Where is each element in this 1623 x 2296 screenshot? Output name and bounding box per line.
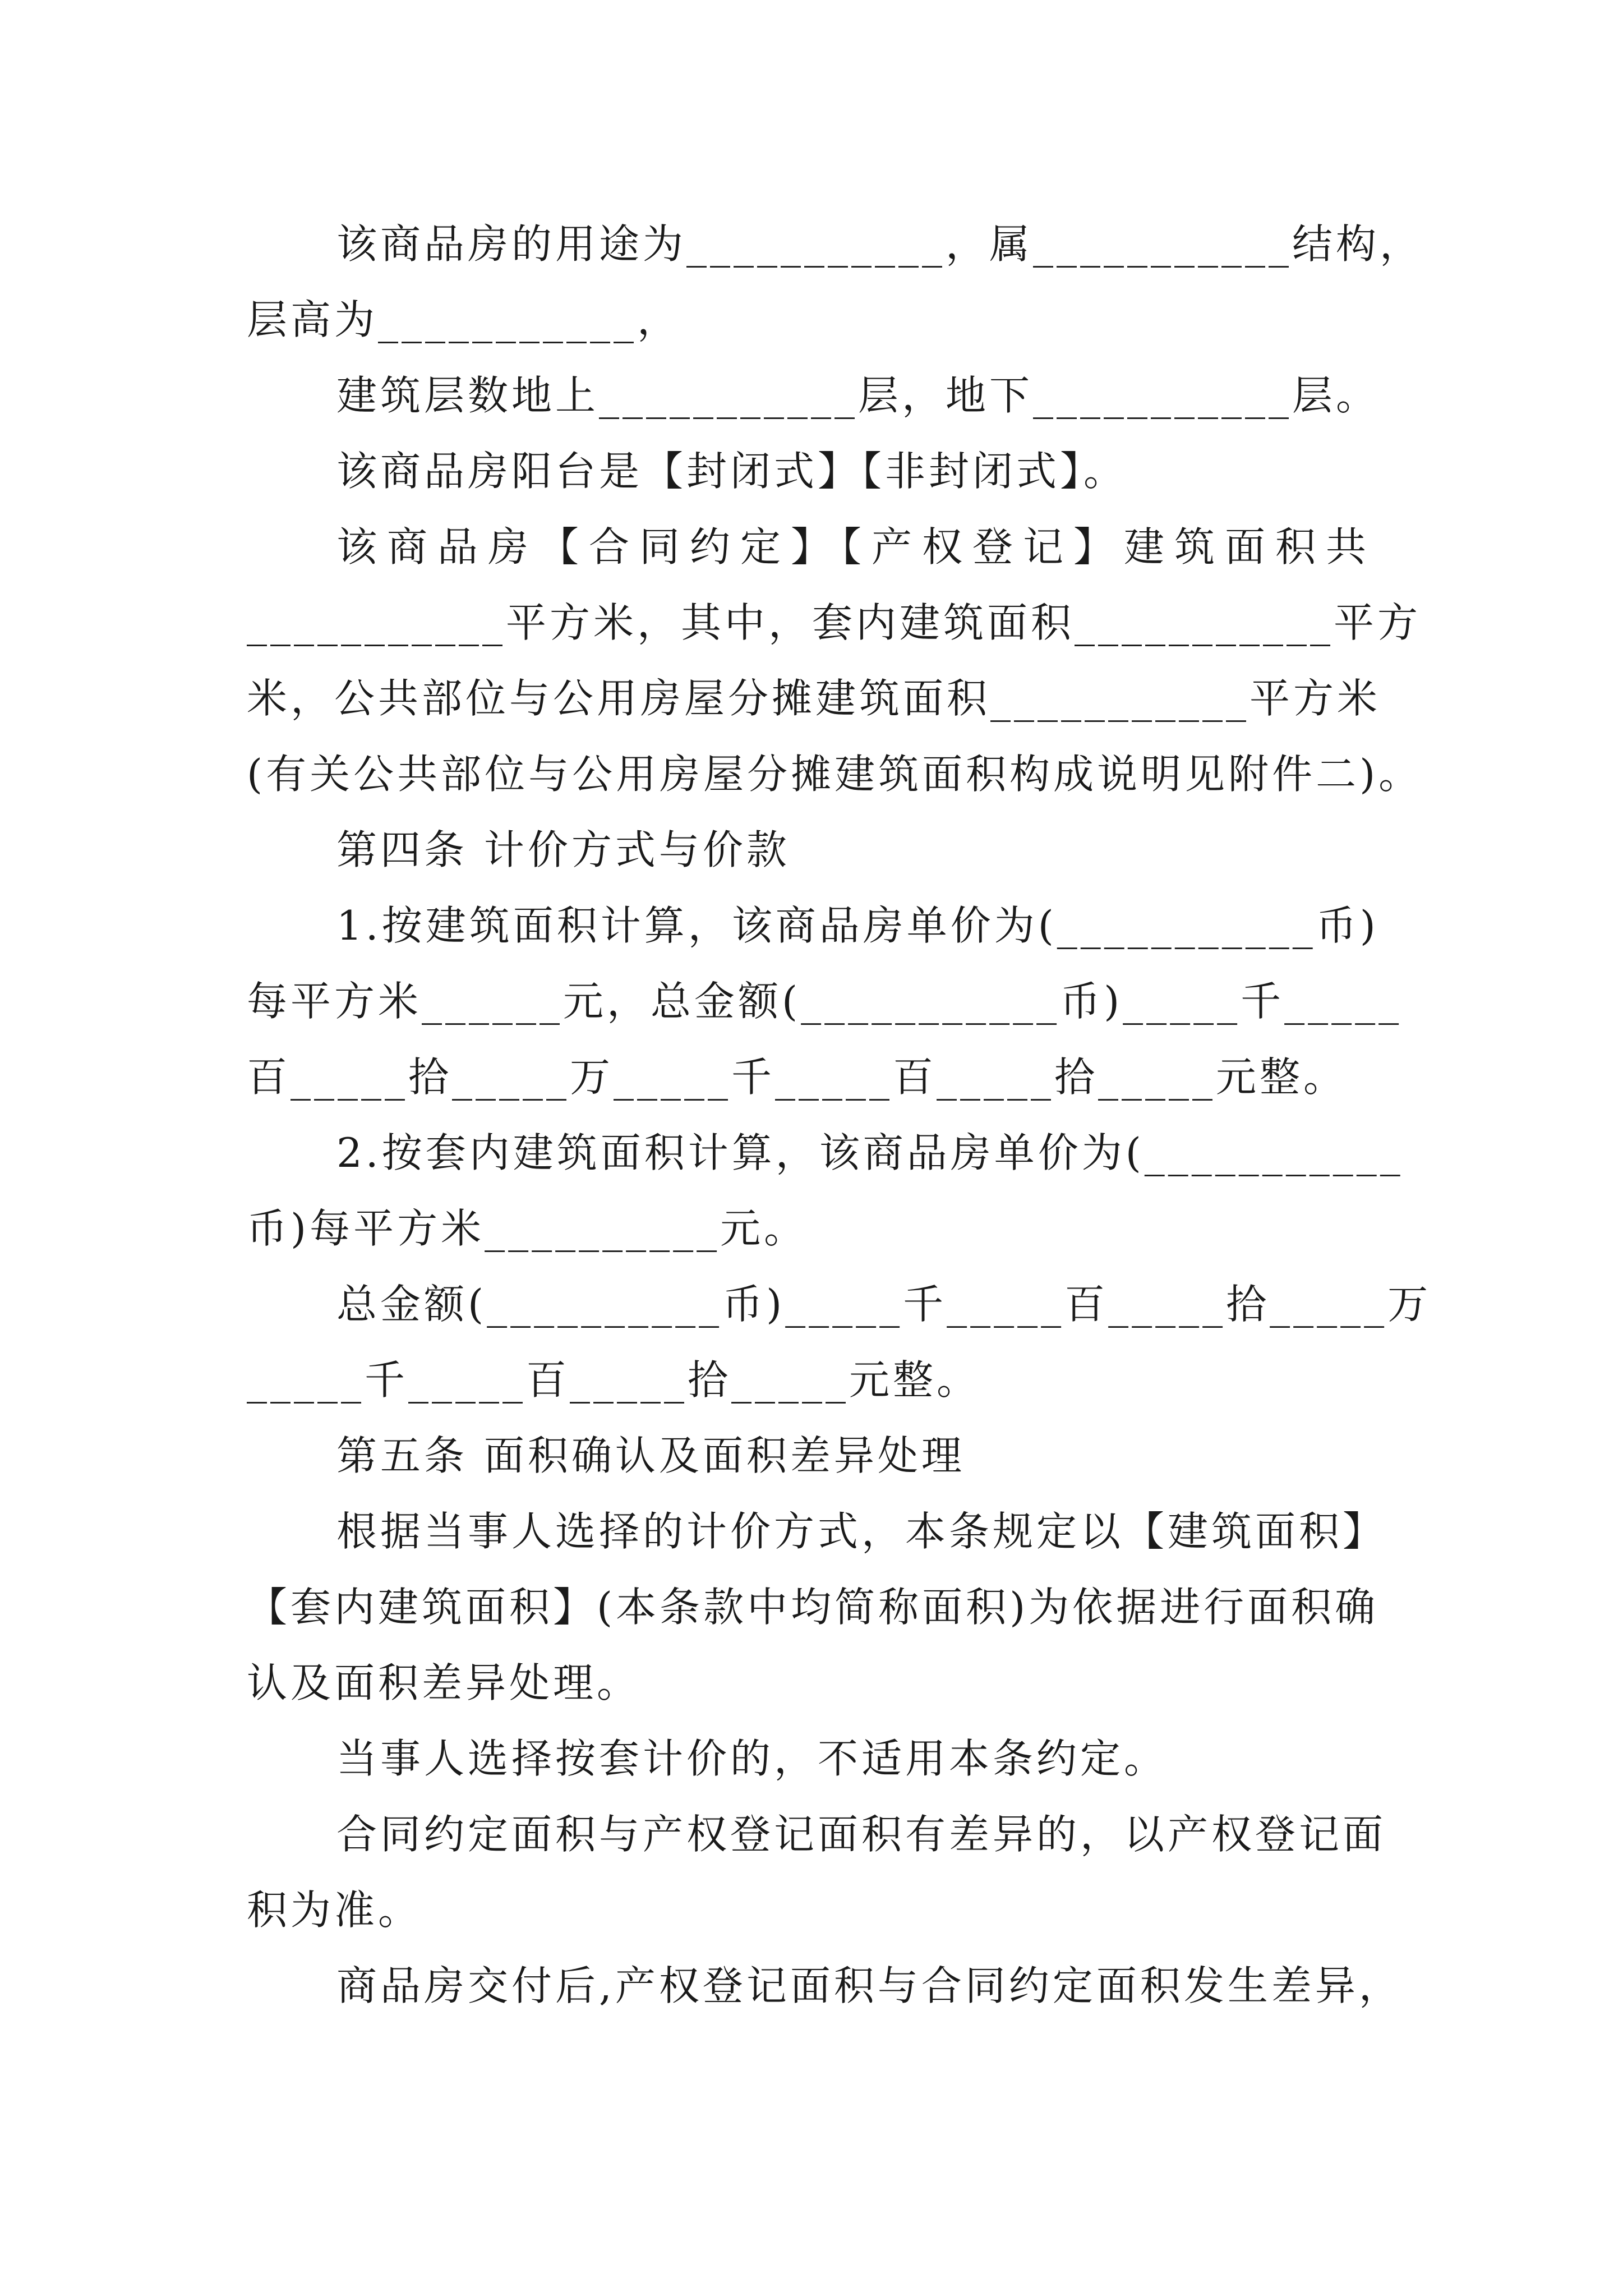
text-line-area-total: 该商品房【合同约定】【产权登记】建筑面积共 xyxy=(336,523,1377,570)
text-line-area-basis-end: 认及面积差异处理。 xyxy=(247,1659,641,1706)
text-line-balcony: 该商品房阳台是【封闭式】【非封闭式】。 xyxy=(336,448,1128,495)
text-line-registered-area-rule-cont: 积为准。 xyxy=(247,1887,422,1934)
text-line-price-inner-area: 2.按套内建筑面积计算，该商品房单价为(___________ xyxy=(336,1129,1404,1176)
text-line-area-inner: ___________平方米，其中，套内建筑面积___________平方 xyxy=(247,599,1422,646)
text-line-inner-total: 总金额(__________币)_____千_____百_____拾_____万 xyxy=(336,1281,1432,1328)
text-line-floor-height: 层高为___________， xyxy=(247,296,681,343)
text-line-inner-unit-price: 币)每平方米__________元。 xyxy=(247,1205,808,1252)
text-line-area-basis-cont: 【套内建筑面积】(本条款中均简称面积)为依据进行面积确 xyxy=(247,1584,1379,1631)
section-heading-article-4: 第四条 计价方式与价款 xyxy=(336,826,790,873)
text-line-usage: 该商品房的用途为___________，属___________结构， xyxy=(336,220,1424,268)
section-heading-article-5: 第五条 面积确认及面积差异处理 xyxy=(336,1432,965,1479)
text-line-price-building-area: 1.按建筑面积计算，该商品房单价为(___________币) xyxy=(336,902,1379,949)
text-line-post-delivery-difference: 商品房交付后,产权登记面积与合同约定面积发生差异， xyxy=(336,1962,1403,2009)
text-line-per-unit-exception: 当事人选择按套计价的，不适用本条约定。 xyxy=(336,1735,1168,1782)
text-line-area-basis: 根据当事人选择的计价方式，本条规定以【建筑面积】 xyxy=(336,1508,1387,1555)
text-line-registered-area-rule: 合同约定面积与产权登记面积有差异的，以产权登记面 xyxy=(336,1811,1387,1858)
text-line-unit-price-total: 每平方米______元，总金额(___________币)_____千_____ xyxy=(247,978,1403,1025)
text-line-inner-total-cont: _____千_____百_____拾_____元整。 xyxy=(247,1356,981,1404)
text-line-appendix-note: (有关公共部位与公用房屋分摊建筑面积构成说明见附件二)。 xyxy=(247,751,1423,798)
text-line-floors: 建筑层数地上___________层，地下___________层。 xyxy=(336,372,1380,419)
text-line-area-shared: 米，公共部位与公用房屋分摊建筑面积___________平方米 xyxy=(247,675,1381,722)
text-line-total-amount: 百_____拾_____万_____千_____百_____拾_____元整。 xyxy=(247,1053,1348,1101)
